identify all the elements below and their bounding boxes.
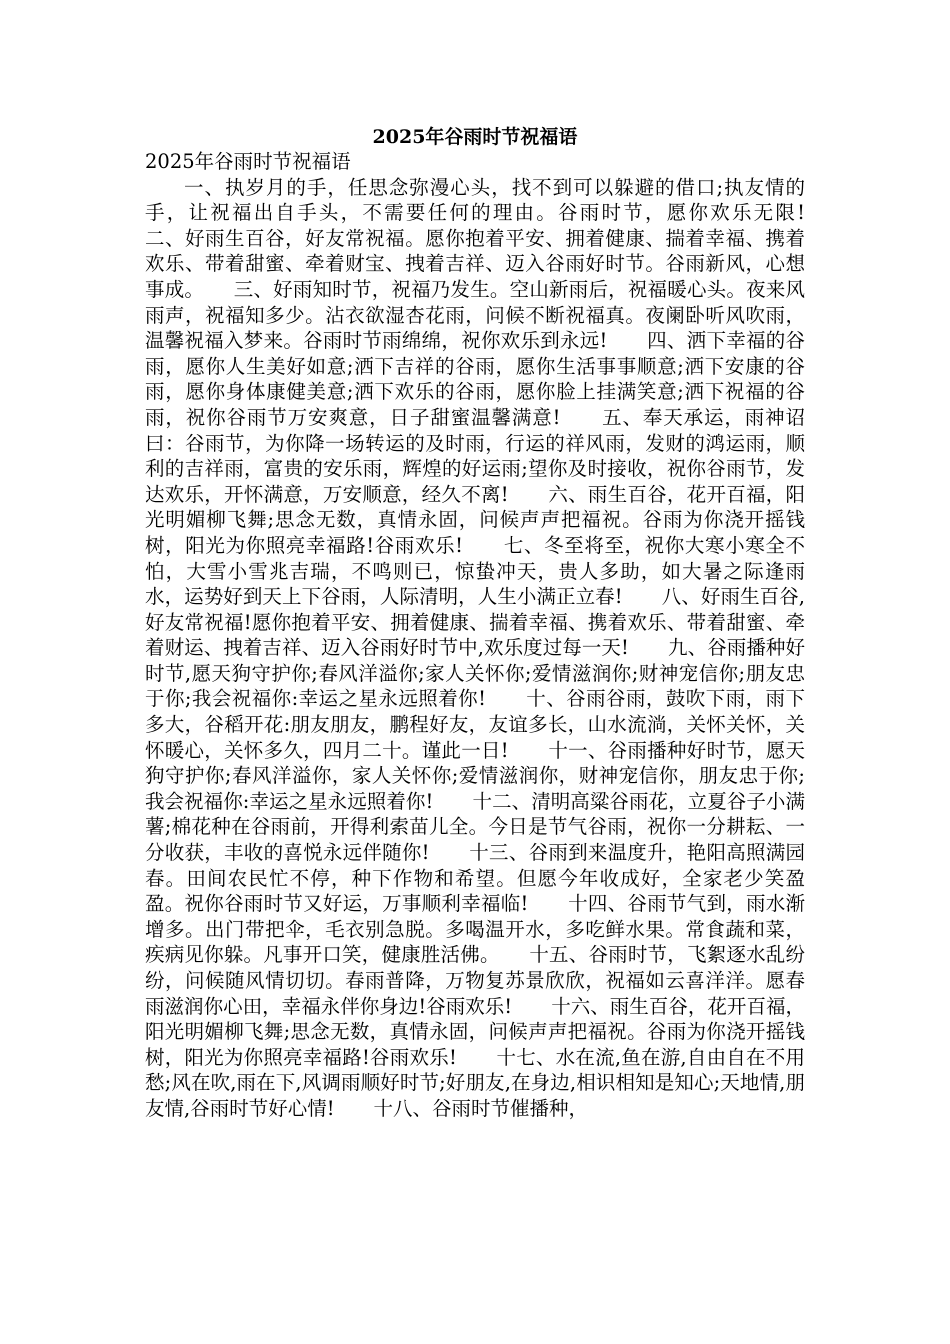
- document-paragraph: 一、执岁月的手，任思念弥漫心头，找不到可以躲避的借口;执友情的手，让祝福出自手头，不需要任何的理由。谷雨时节，愿你欢乐无限! 二、好雨生百谷，好友常祝福。愿你抱着平安、拥着健康、揣着幸福、携着欢乐、带着甜蜜、牵着财宝、拽着吉祥、迈入谷雨好时节。谷雨新风，心想事成。 三、好雨知时节，祝福乃发生。空山新雨后，祝福暖心头。夜来风雨声，祝福知多少。沾衣欲湿杏花雨，问候不断祝福真。夜阑卧听风吹雨，温馨祝福入梦来。谷雨时节雨绵绵，祝你欢乐到永远! 四、洒下幸福的谷雨，愿你人生美好如意;洒下吉祥的谷雨，愿你生活事事顺意;洒下安康的谷雨，愿你身体康健美意;洒下欢乐的谷雨，愿你脸上挂满笑意;洒下祝福的谷雨，祝你谷雨节万安爽意，日子甜蜜温馨满意! 五、奉天承运，雨神诏曰：谷雨节，为你降一场转运的及时雨，行运的祥风雨，发财的鸿运雨，顺利的吉祥雨，富贵的安乐雨，辉煌的好运雨;望你及时接收，祝你谷雨节，发达欢乐，开怀满意，万安顺意，经久不离! 六、雨生百谷，花开百福，阳光明媚柳飞舞;思念无数，真情永固，问候声声把福祝。谷雨为你浇开摇钱树，阳光为你照亮幸福路!谷雨欢乐! 七、冬至将至，祝你大寒小寒全不怕，大雪小雪兆吉瑞，不鸣则已，惊蛰冲天，贵人多助，如大暑之际逢雨水，运势好到天上下谷雨，人际清明，人生小满正立春! 八、好雨生百谷,好友常祝福!愿你抱着平安、拥着健康、揣着幸福、携着欢乐、带着甜蜜、牵着财运、拽着吉祥、迈入谷雨好时节中,欢乐度过每一天! 九、谷雨播种好时节,愿天狗守护你;春风洋溢你;家人关怀你;爱情滋润你;财神宠信你;朋友忠于你;我会祝福你:幸运之星永远照着你! 十、谷雨谷雨，鼓吹下雨，雨下多大，谷稻开花:朋友朋友，鹏程好友，友谊多长，山水流淌，关怀关怀，关怀暖心，关怀多久，四月二十。谨此一日! 十一、谷雨播种好时节，愿天狗守护你;春风洋溢你，家人关怀你;爱情滋润你，财神宠信你，朋友忠于你;我会祝福你:幸运之星永远照着你! 十二、清明高粱谷雨花，立夏谷子小满薯;棉花种在谷雨前，开得利索苗儿全。今日是节气谷雨，祝你一分耕耘、一分收获，丰收的喜悦永远伴随你! 十三、谷雨到来温度升，艳阳高照满园春。田间农民忙不停，种下作物和希望。但愿今年收成好，全家老少笑盈盈。祝你谷雨时节又好运，万事顺利幸福临! 十四、谷雨节气到，雨水渐增多。出门带把伞，毛衣别急脱。多喝温开水，多吃鲜水果。常食蔬和菜，疾病见你躲。凡事开口笑，健康胜活佛。 十五、谷雨时节，飞絮逐水乱纷纷，问候随风情切切。春雨普降，万物复苏景欣欣，祝福如云喜洋洋。愿春雨滋润你心田，幸福永伴你身边!谷雨欢乐! 十六、雨生百谷，花开百福，阳光明媚柳飞舞;思念无数，真情永固，问候声声把福祝。谷雨为你浇开摇钱树，阳光为你照亮幸福路!谷雨欢乐! 十七、水在流,鱼在游,自由自在不用愁;风在吹,雨在下,风调雨顺好时节;好朋友,在身边,相识相知是知心;天地情,朋友情,谷雨时节好心情! 十八、谷雨时节催播种，: [145, 175, 845, 1120]
- document-body: [145, 149, 845, 1122]
- document-subtitle: 2025年谷雨时节祝福语: [145, 150, 351, 173]
- document-title: 2025年谷雨时节祝福语: [372, 126, 578, 148]
